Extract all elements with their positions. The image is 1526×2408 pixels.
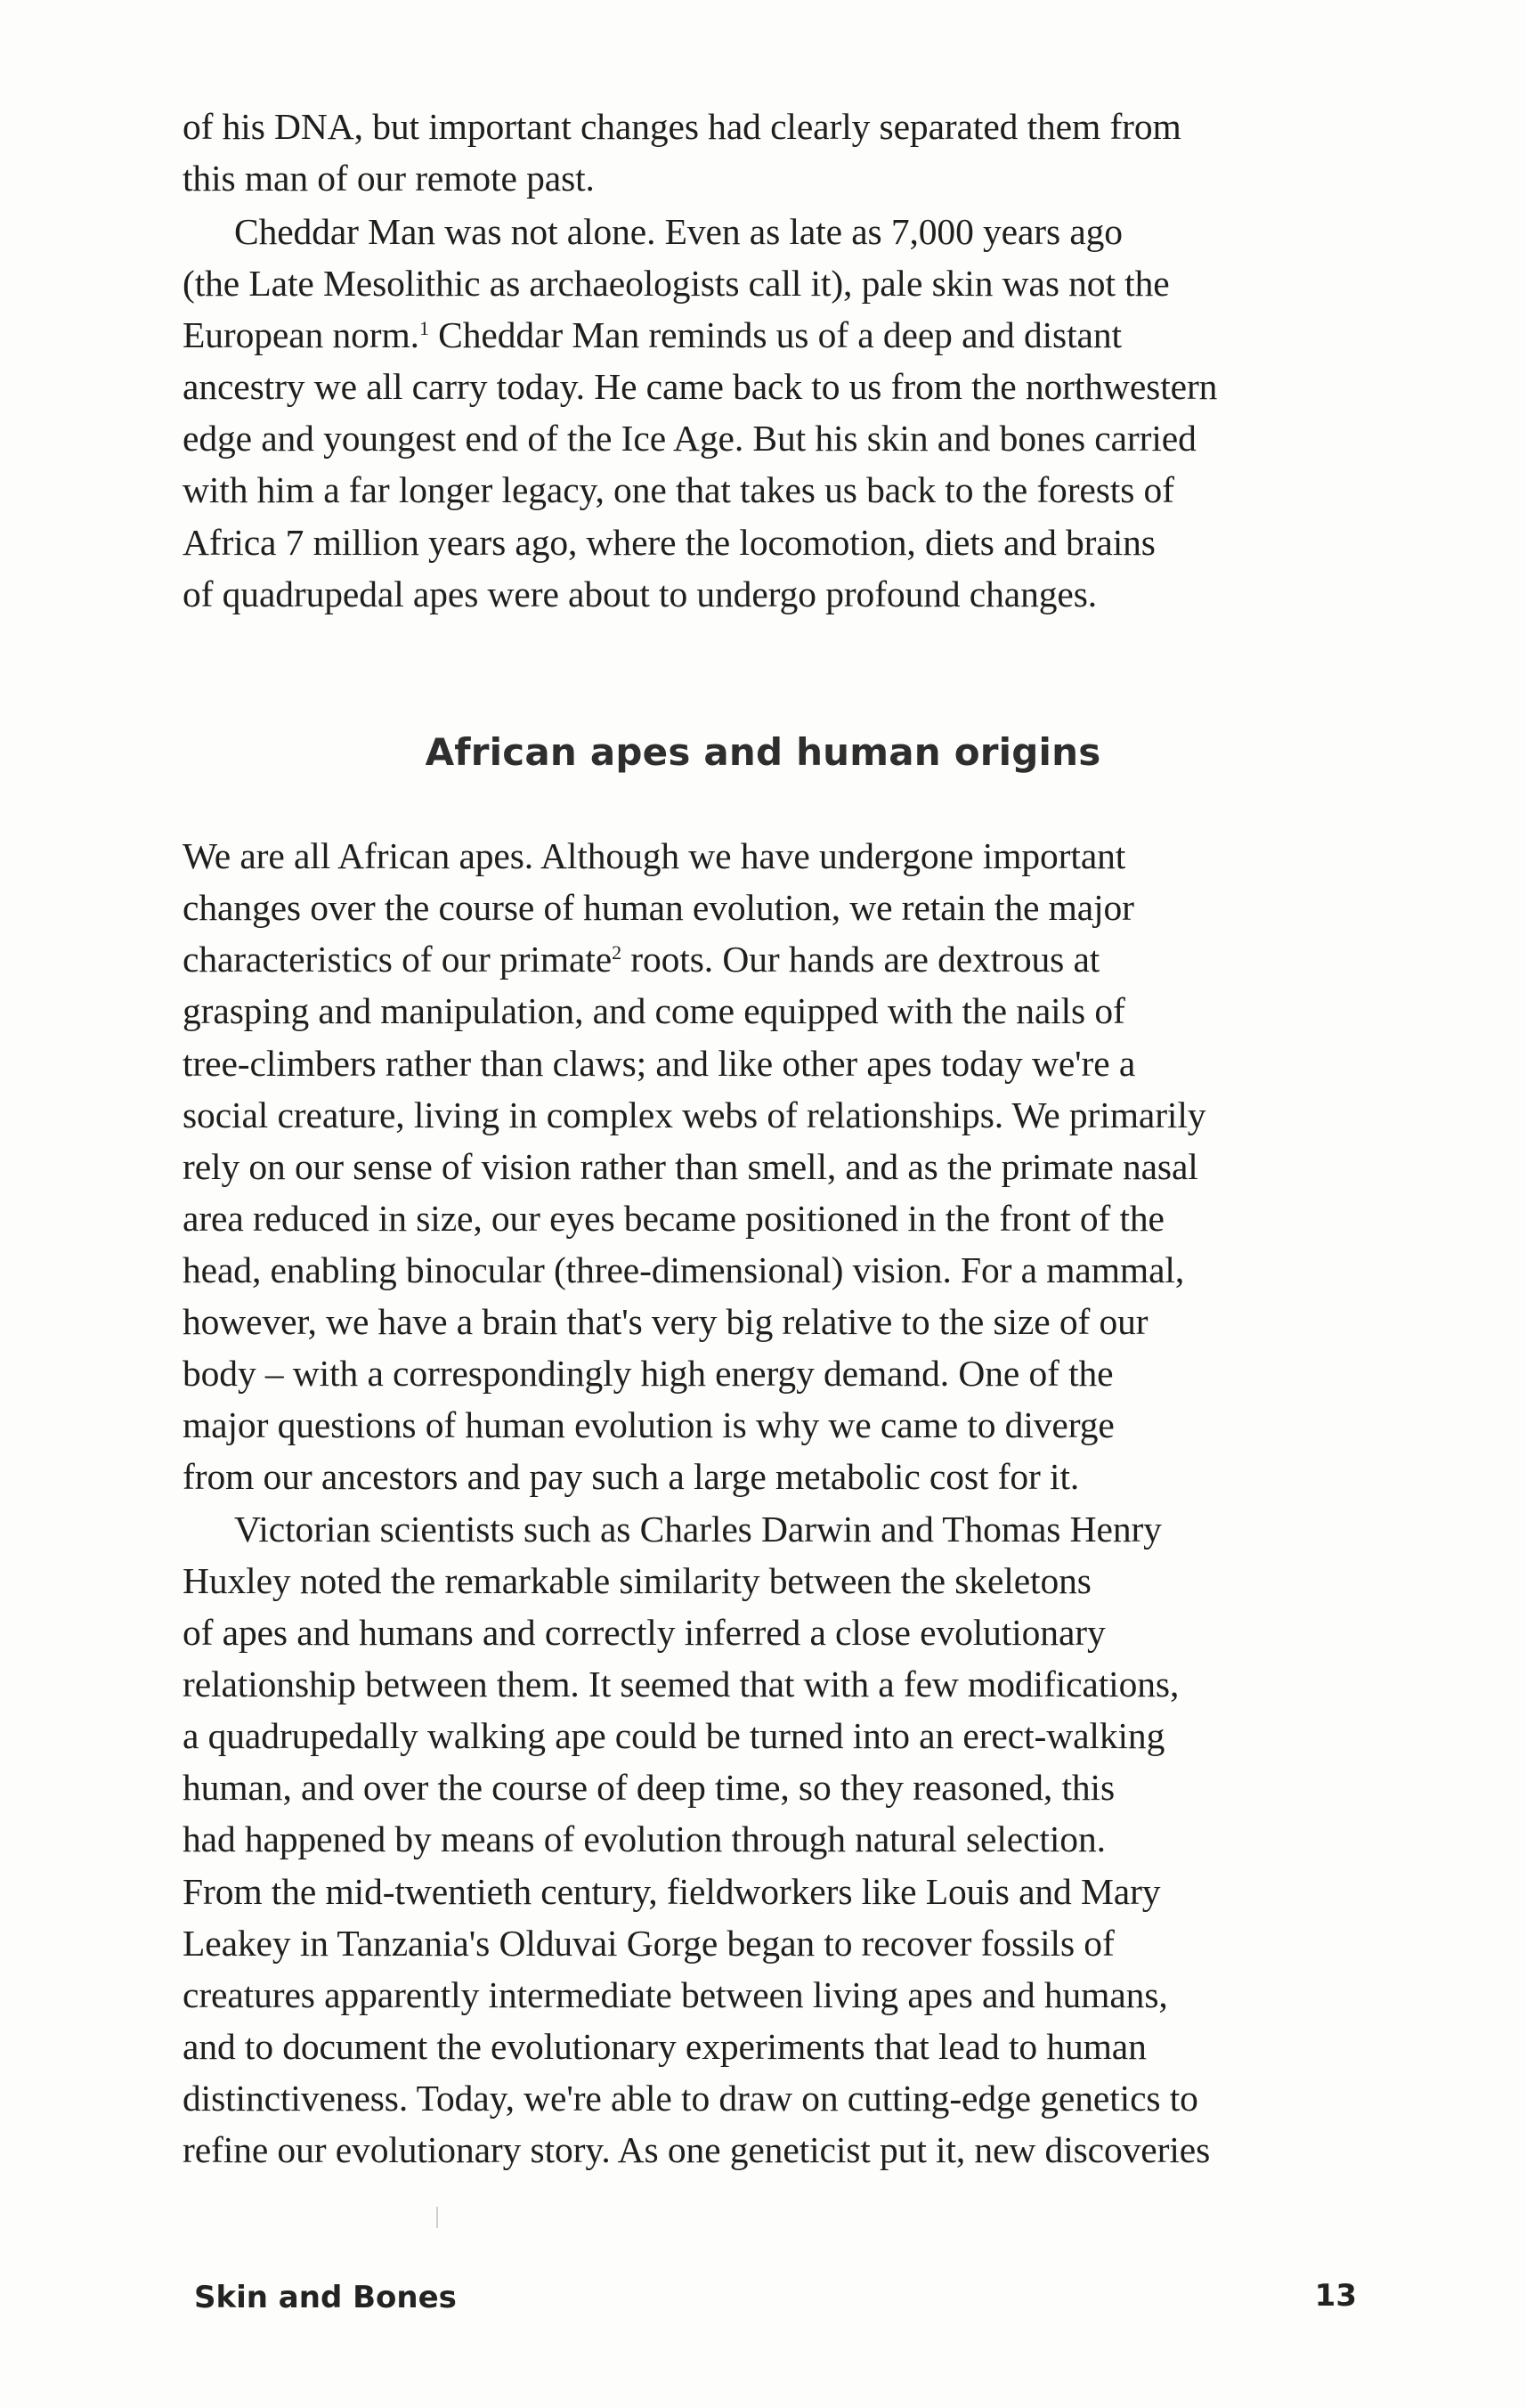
text-line-with-footnote: [183, 941, 1100, 979]
scan-artifact: [436, 2207, 438, 2228]
text-line: ancestry we all carry today. He came back to us from the northwestern: [183, 366, 1218, 407]
text-line: this man of our remote past.: [183, 158, 595, 199]
text-line: From the mid-twentieth century, fieldworkers like Louis and Mary: [183, 1871, 1161, 1912]
text-line: (the Late Mesolithic as archaeologists call it), pale skin was not the: [183, 263, 1170, 304]
text-segment: Cheddar Man reminds us of a deep and distant: [438, 314, 1122, 355]
text-line: with him a far longer legacy, one that takes us back to the forests of: [183, 469, 1174, 510]
text-line: however, we have a brain that's very big relative to the size of our: [183, 1301, 1149, 1342]
text-line: Cheddar Man was not alone. Even as late as 7,000 years ago: [234, 211, 1123, 252]
text-segment: European norm.: [183, 314, 419, 355]
section-heading: African apes and human origins: [425, 730, 1101, 774]
text-line: Huxley noted the remarkable similarity between the skeletons: [183, 1560, 1092, 1601]
text-line: major questions of human evolution is why we came to diverge: [183, 1404, 1115, 1445]
text-line: of his DNA, but important changes had clearly separated them from: [183, 106, 1181, 147]
text-line: grasping and manipulation, and come equipped with the nails of: [183, 990, 1125, 1031]
text-line: of quadrupedal apes were about to undergo profound changes.: [183, 574, 1098, 614]
text-line: tree-climbers rather than claws; and like other apes today we're a: [183, 1043, 1136, 1084]
text-segment: characteristics of our primate: [183, 939, 613, 980]
text-line-with-footnote: [183, 314, 1122, 355]
text-line: Africa 7 million years ago, where the locomotion, diets and brains: [183, 522, 1156, 563]
text-line: refine our evolutionary story. As one geneticist put it, new discoveries: [183, 2129, 1211, 2170]
text-line: and to document the evolutionary experiments that lead to human: [183, 2026, 1147, 2067]
text-line: from our ancestors and pay such a large metabolic cost for it.: [183, 1456, 1080, 1497]
text-line: had happened by means of evolution through natural selection.: [183, 1818, 1106, 1859]
text-line: relationship between them. It seemed that with a few modifications,: [183, 1664, 1180, 1704]
footnote-marker: 1: [418, 317, 429, 339]
text-line: edge and youngest end of the Ice Age. But his skin and bones carried: [183, 418, 1197, 459]
text-line: body – with a correspondingly high energy demand. One of the: [183, 1353, 1114, 1394]
text-line: Leakey in Tanzania's Olduvai Gorge began to recover fossils of: [183, 1923, 1115, 1964]
text-line: of apes and humans and correctly inferred a close evolutionary: [183, 1612, 1106, 1653]
text-line: a quadrupedally walking ape could be turned into an erect-walking: [183, 1715, 1165, 1756]
footnote-marker: 2: [612, 941, 621, 964]
text-line: area reduced in size, our eyes became positioned in the front of the: [183, 1198, 1165, 1239]
text-line: creatures apparently intermediate between living apes and humans,: [183, 1974, 1168, 2015]
text-line: head, enabling binocular (three-dimensional) vision. For a mammal,: [183, 1249, 1185, 1290]
text-line: We are all African apes. Although we have undergone important: [183, 835, 1126, 876]
text-line: changes over the course of human evolution, we retain the major: [183, 887, 1134, 928]
text-segment: roots. Our hands are dextrous at: [630, 939, 1100, 980]
text-line: Victorian scientists such as Charles Darwin and Thomas Henry: [234, 1509, 1162, 1550]
page-number: 13: [1314, 2278, 1357, 2314]
text-line: human, and over the course of deep time, so they reasoned, this: [183, 1767, 1116, 1808]
text-line: social creature, living in complex webs of relationships. We primarily: [183, 1094, 1206, 1135]
text-line: rely on our sense of vision rather than smell, and as the primate nasal: [183, 1146, 1198, 1187]
running-footer-title: Skin and Bones: [194, 2280, 457, 2315]
text-line: distinctiveness. Today, we're able to draw on cutting-edge genetics to: [183, 2078, 1198, 2119]
